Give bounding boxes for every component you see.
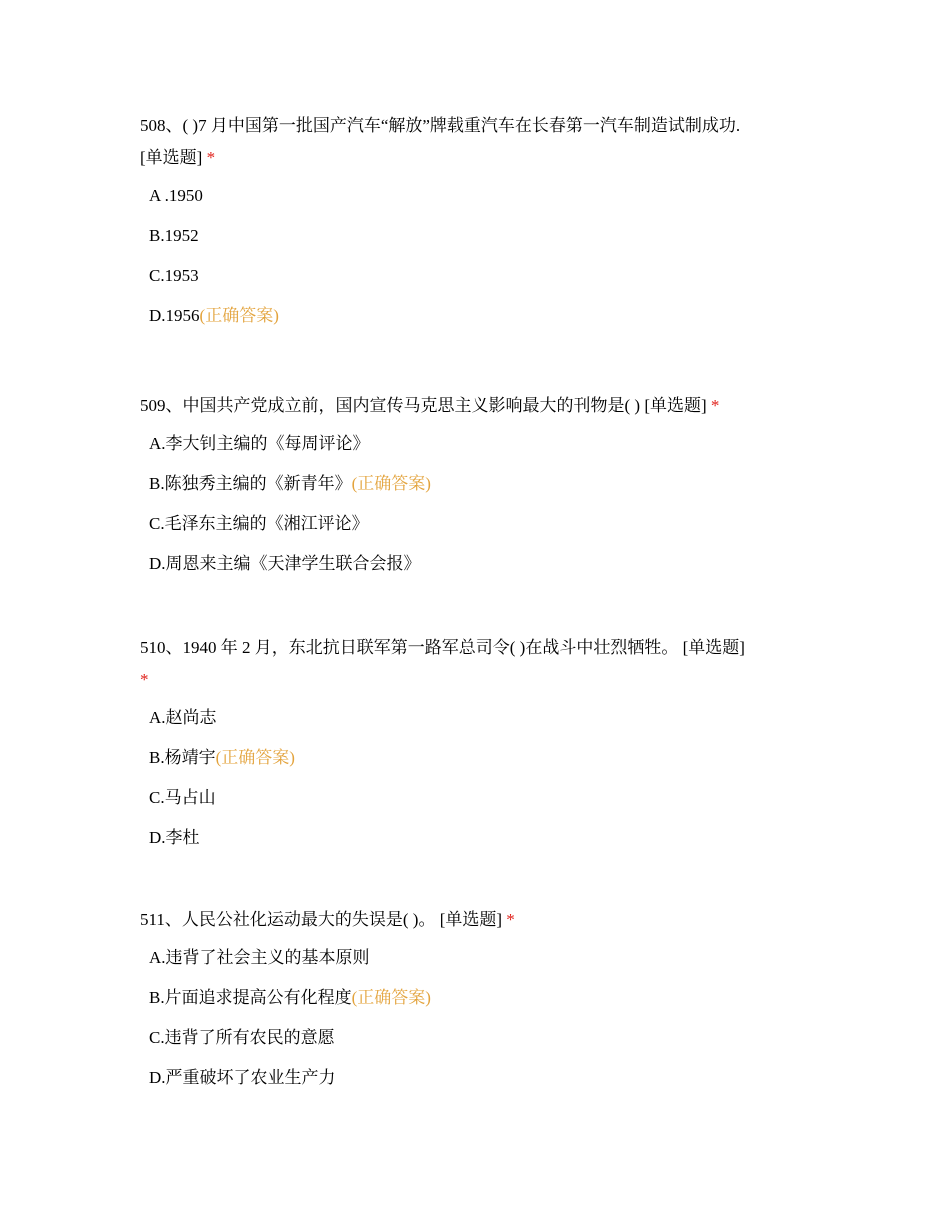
option-b	[149, 986, 810, 1026]
required-mark: *	[710, 396, 720, 415]
option-list	[149, 946, 810, 1106]
option-label: D.严重破坏了农业生产力	[149, 1068, 336, 1087]
option-b	[149, 224, 810, 264]
question-type-tag: [单选题]	[439, 910, 503, 929]
question-text	[140, 110, 810, 174]
option-a	[149, 706, 810, 746]
option-label: A .1950	[149, 186, 203, 205]
option-label: A.李大钊主编的《每周评论》	[149, 434, 370, 453]
option-label: D.李杜	[149, 828, 200, 847]
option-c	[149, 512, 810, 552]
question-511	[140, 904, 810, 1106]
question-508	[140, 110, 810, 344]
option-label: D.周恩来主编《天津学生联合会报》	[149, 554, 421, 573]
option-label: A.赵尚志	[149, 708, 217, 727]
option-d	[149, 1066, 810, 1106]
required-mark: *	[506, 910, 515, 929]
option-list	[149, 184, 810, 344]
option-b	[149, 746, 810, 786]
option-label: C.马占山	[149, 788, 216, 807]
question-stem: 1940 年 2 月，东北抗日联军第一路军总司令( )在战斗中壮烈牺牲。	[182, 638, 679, 657]
question-text	[140, 632, 810, 696]
option-d	[149, 826, 810, 866]
option-label: D.1956	[149, 306, 200, 325]
option-label: B.陈独秀主编的《新青年》	[149, 474, 352, 493]
question-stem: ( )7 月中国第一批国产汽车“解放”牌载重汽车在长春第一汽车制造试制成功.	[182, 116, 741, 135]
question-number: 511、	[140, 910, 182, 929]
question-text	[140, 390, 810, 422]
option-label: B.杨靖宇	[149, 748, 216, 767]
question-number: 510、	[140, 638, 183, 657]
option-label: C.违背了所有农民的意愿	[149, 1028, 335, 1047]
option-c	[149, 1026, 810, 1066]
question-stem: 人民公社化运动最大的失误是( )。	[181, 910, 436, 929]
question-number: 508、	[140, 116, 183, 135]
option-b	[149, 472, 810, 512]
correct-answer-note: (正确答案)	[215, 748, 295, 767]
option-c	[149, 264, 810, 304]
option-label: C.毛泽东主编的《湘江评论》	[149, 514, 369, 533]
option-d	[149, 304, 810, 344]
question-number: 509、	[140, 396, 183, 415]
question-text	[140, 904, 810, 936]
question-type-tag: [单选题]	[644, 396, 707, 415]
option-d	[149, 552, 810, 592]
question-type-tag: [单选题]	[682, 638, 745, 657]
option-label: C.1953	[149, 266, 199, 285]
option-c	[149, 786, 810, 826]
question-509	[140, 390, 810, 592]
correct-answer-note: (正确答案)	[351, 988, 431, 1007]
option-a	[149, 432, 810, 472]
correct-answer-note: (正确答案)	[351, 474, 431, 493]
question-510	[140, 632, 810, 866]
option-a	[149, 946, 810, 986]
option-label: A.违背了社会主义的基本原则	[149, 948, 370, 967]
correct-answer-note: (正确答案)	[199, 306, 279, 325]
question-type-tag: [单选题]	[140, 148, 203, 167]
option-list	[149, 706, 810, 866]
required-mark: *	[140, 670, 149, 689]
option-label: B.片面追求提高公有化程度	[149, 988, 352, 1007]
option-list	[149, 432, 810, 592]
required-mark: *	[206, 148, 216, 167]
option-label: B.1952	[149, 226, 199, 245]
question-stem: 中国共产党成立前，国内宣传马克思主义影响最大的刊物是( )	[182, 396, 641, 415]
option-a	[149, 184, 810, 224]
